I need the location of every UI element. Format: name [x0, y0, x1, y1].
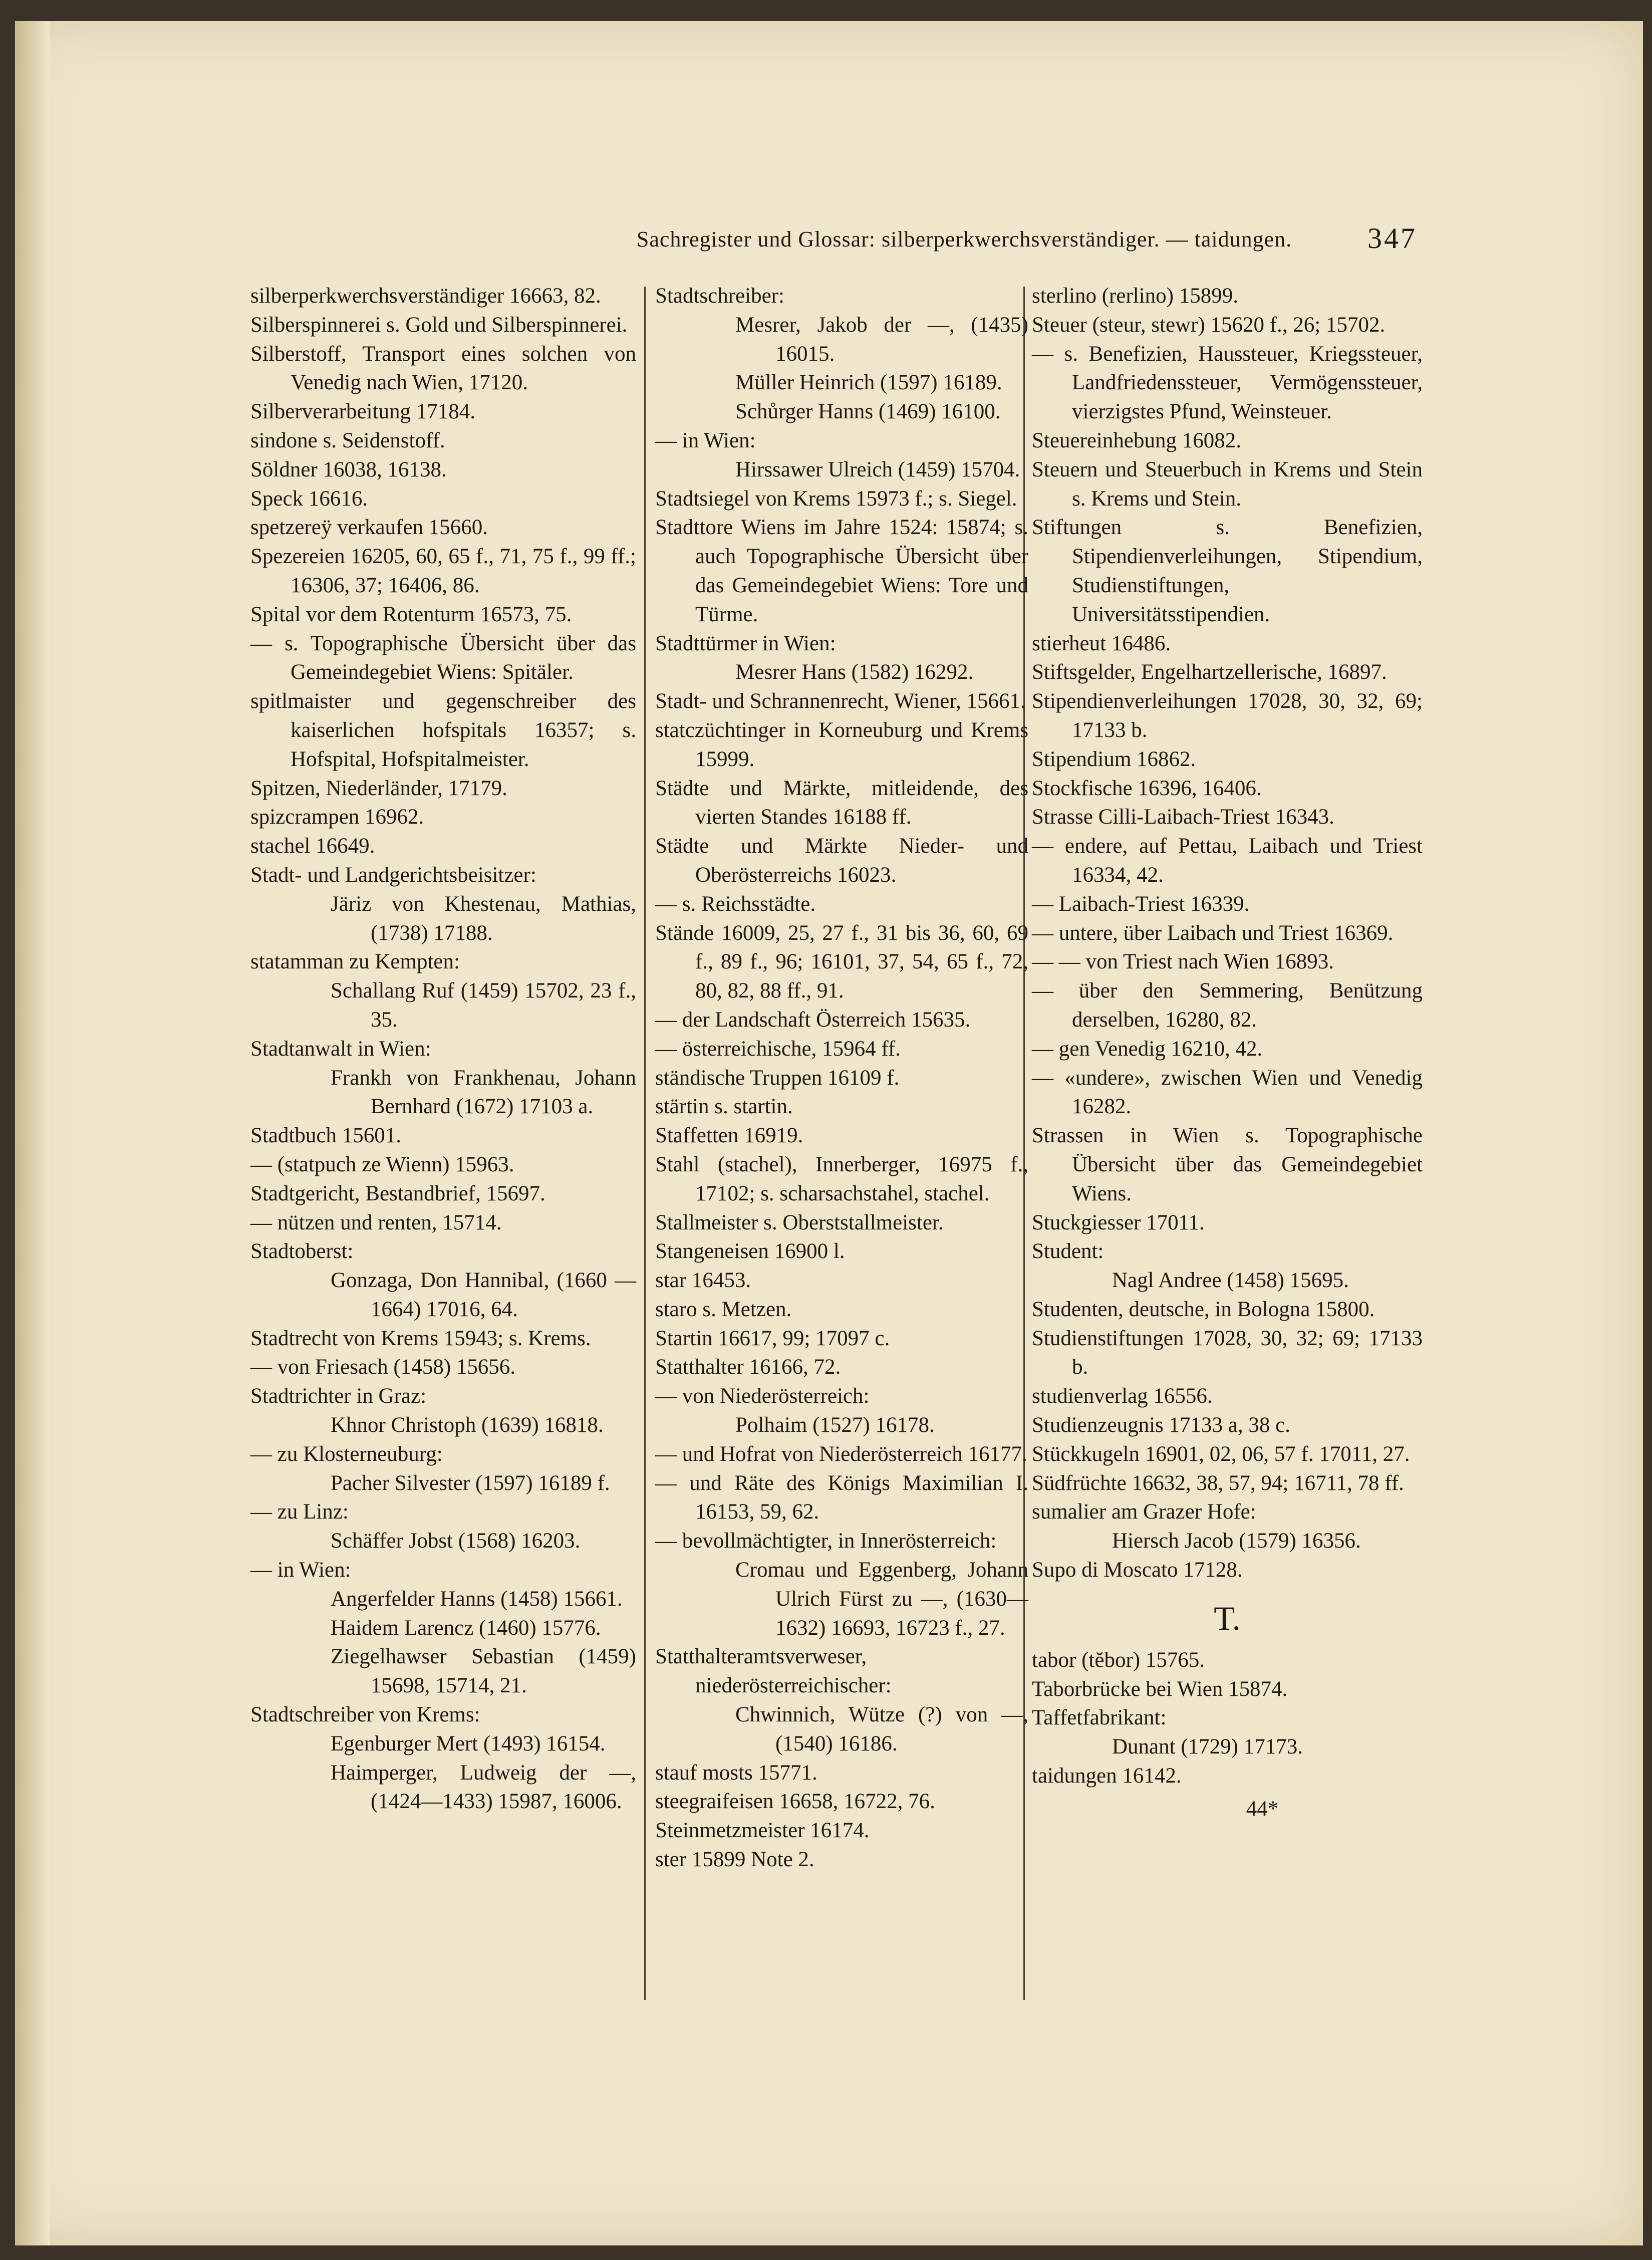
- column-rule-1: [644, 287, 646, 2000]
- page-number: 347: [1367, 222, 1417, 255]
- index-entry: Spital vor dem Rotenturm 16573, 75.: [250, 602, 572, 626]
- index-entry: Stadtschreiber:: [655, 284, 784, 308]
- index-subentry: Khnor Christoph (1639) 16818.: [331, 1413, 604, 1437]
- index-entry: studienverlag 16556.: [1032, 1384, 1213, 1408]
- index-entry: Strassen in Wien s. Topographische Übersicht über das Gemeindegebiet Wiens.: [1032, 1124, 1423, 1205]
- index-entry: — nützen und renten, 15714.: [250, 1210, 502, 1234]
- index-entry: Silberstoff, Transport eines solchen von Venedig nach Wien, 17120.: [250, 342, 636, 395]
- index-entry: Stiftsgelder, Engelhartzellerische, 16897.: [1032, 660, 1387, 684]
- index-entry: Stahl (stachel), Innerberger, 16975 f., 17102; s. scharsachstahel, stachel.: [655, 1152, 1028, 1205]
- index-entry: Stipendienverleihungen 17028, 30, 32, 69; 17133 b.: [1032, 689, 1423, 742]
- index-entry: Stadtschreiber von Krems:: [250, 1703, 480, 1727]
- index-subentry: Mesrer Hans (1582) 16292.: [735, 660, 974, 684]
- index-entry: Stände 16009, 25, 27 f., 31 bis 36, 60, 69 f., 89 f., 96; 16101, 37, 54, 65 f., 72, 80, 82, 88 ff., 91.: [655, 921, 1028, 1003]
- section-heading-t: T.: [1214, 1599, 1241, 1637]
- page-spine-shadow: [15, 21, 50, 2245]
- index-entry: — bevollmächtigter, in Innerösterreich:: [655, 1529, 997, 1553]
- index-subentry: Järiz von Khestenau, Mathias, (1738) 17188.: [331, 892, 636, 945]
- index-entry: — — von Triest nach Wien 16893.: [1032, 950, 1334, 974]
- index-entry: — gen Venedig 16210, 42.: [1032, 1037, 1263, 1061]
- index-entry: Stuckgiesser 17011.: [1032, 1210, 1205, 1234]
- index-entry: — endere, auf Pettau, Laibach und Triest 16334, 42.: [1032, 834, 1423, 887]
- index-entry: Südfrüchte 16632, 38, 57, 94; 16711, 78 ff.: [1032, 1471, 1404, 1495]
- index-entry: Statthalter 16166, 72.: [655, 1355, 841, 1379]
- index-entry: Stangeneisen 16900 l.: [655, 1239, 845, 1264]
- index-entry: star 16453.: [655, 1269, 751, 1293]
- index-entry: — und Hofrat von Niederösterreich 16177.: [655, 1442, 1027, 1466]
- index-subentry: Schůrger Hanns (1469) 16100.: [735, 400, 1001, 424]
- index-entry: — in Wien:: [655, 428, 756, 452]
- index-subentry: Cromau und Eggenberg, Johann Ulrich Fürst zu —, (1630—1632) 16693, 16723 f., 27.: [735, 1558, 1028, 1640]
- index-entry: Stadtbuch 15601.: [250, 1124, 401, 1148]
- index-entry: — der Landschaft Österreich 15635.: [655, 1008, 971, 1032]
- index-subentry: Angerfelder Hanns (1458) 15661.: [331, 1587, 623, 1611]
- index-entry: stachel 16649.: [250, 834, 375, 858]
- index-subentry: Hirssawer Ulreich (1459) 15704.: [735, 457, 1020, 481]
- index-entry: Söldner 16038, 16138.: [250, 457, 447, 481]
- index-entry: Stadtgericht, Bestandbrief, 15697.: [250, 1181, 545, 1205]
- index-subentry: Mesrer, Jakob der —, (1435) 16015.: [735, 313, 1028, 366]
- index-subentry: Schallang Ruf (1459) 15702, 23 f., 35.: [331, 979, 636, 1032]
- index-entry: Silberverarbeitung 17184.: [250, 400, 476, 424]
- index-subentry: Dunant (1729) 17173.: [1112, 1735, 1303, 1759]
- index-entry: Stadtrichter in Graz:: [250, 1384, 427, 1408]
- index-entry: Statthalteramtsverweser, niederösterreichischer:: [655, 1645, 892, 1698]
- index-entry: — Laibach-Triest 16339.: [1032, 892, 1250, 916]
- index-entry: — von Niederösterreich:: [655, 1384, 870, 1408]
- index-entry: staro s. Metzen.: [655, 1297, 792, 1321]
- index-entry: Student:: [1032, 1239, 1104, 1264]
- index-entry: — österreichische, 15964 ff.: [655, 1037, 901, 1061]
- index-entry: — untere, über Laibach und Triest 16369.: [1032, 921, 1394, 945]
- index-subentry: Haidem Larencz (1460) 15776.: [331, 1616, 601, 1640]
- index-entry: steegraifeisen 16658, 16722, 76.: [655, 1790, 935, 1814]
- index-subentry: Ziegelhawser Sebastian (1459) 15698, 15714, 21.: [331, 1645, 636, 1698]
- index-subentry: Gonzaga, Don Hannibal, (1660 —1664) 17016, 64.: [331, 1269, 636, 1321]
- index-entry: Stadtanwalt in Wien:: [250, 1037, 431, 1061]
- index-entry: Steuern und Steuerbuch in Krems und Stein s. Krems und Stein.: [1032, 457, 1423, 511]
- index-entry: Städte und Märkte, mitleidende, des vierten Standes 16188 ff.: [655, 776, 1028, 829]
- index-entry: Stadttore Wiens im Jahre 1524: 15874; s. auch Topographische Übersicht über das Gemeindegebiet Wiens: Tore und Türme.: [655, 516, 1028, 626]
- index-entry: — zu Linz:: [250, 1500, 349, 1524]
- index-entry: taidungen 16142.: [1032, 1764, 1182, 1788]
- index-subentry: Pacher Silvester (1597) 16189 f.: [331, 1471, 610, 1495]
- index-column-2: [655, 282, 1028, 1874]
- index-subentry: Polhaim (1527) 16178.: [735, 1413, 935, 1437]
- index-entry: Stallmeister s. Oberststallmeister.: [655, 1210, 944, 1234]
- index-entry: — (statpuch ze Wienn) 15963.: [250, 1152, 514, 1176]
- index-entry: — zu Klosterneuburg:: [250, 1442, 443, 1466]
- index-entry: Steuereinhebung 16082.: [1032, 428, 1241, 452]
- index-entry: Studienzeugnis 17133 a, 38 c.: [1032, 1413, 1290, 1437]
- index-entry: stierheut 16486.: [1032, 631, 1171, 655]
- index-entry: statamman zu Kempten:: [250, 950, 460, 974]
- index-entry: Stiftungen s. Benefizien, Stipendienverleihungen, Stipendium, Studienstiftungen, Universitätsstipendien.: [1032, 516, 1423, 626]
- index-entry: Staffetten 16919.: [655, 1124, 803, 1148]
- index-entry: Strasse Cilli-Laibach-Triest 16343.: [1032, 805, 1334, 829]
- index-entry: Steuer (steur, stewr) 15620 f., 26; 15702.: [1032, 313, 1386, 337]
- index-entry: Stadtsiegel von Krems 15973 f.; s. Siegel.: [655, 486, 1017, 511]
- index-subentry: Chwinnich, Wütze (?) von —, (1540) 16186.: [735, 1703, 1028, 1755]
- index-entry: ständische Truppen 16109 f.: [655, 1066, 900, 1090]
- index-entry: Stadtrecht von Krems 15943; s. Krems.: [250, 1326, 591, 1350]
- index-entry: Startin 16617, 99; 17097 c.: [655, 1326, 890, 1350]
- index-entry: — und Räte des Königs Maximilian I. 16153, 59, 62.: [655, 1471, 1028, 1524]
- index-entry: Silberspinnerei s. Gold und Silberspinnerei.: [250, 313, 628, 337]
- index-entry: Steinmetzmeister 16174.: [655, 1819, 870, 1843]
- book-page: [15, 21, 1643, 2245]
- index-subentry: Haimperger, Ludweig der —, (1424—1433) 15987, 16006.: [331, 1761, 636, 1814]
- index-entry: Stückkugeln 16901, 02, 06, 57 f. 17011, 27.: [1032, 1442, 1410, 1466]
- index-subentry: Hiersch Jacob (1579) 16356.: [1112, 1529, 1361, 1553]
- index-entry: spizcrampen 16962.: [250, 805, 424, 829]
- index-column-1: [250, 282, 636, 1816]
- index-entry: — s. Reichsstädte.: [655, 892, 816, 916]
- index-subentry: Müller Heinrich (1597) 16189.: [735, 371, 1002, 395]
- index-entry: Taffetfabrikant:: [1032, 1706, 1167, 1730]
- index-entry: statczüchtinger in Korneuburg und Krems 15999.: [655, 718, 1028, 771]
- index-entry: sindone s. Seidenstoff.: [250, 428, 445, 452]
- index-entry: Spezereien 16205, 60, 65 f., 71, 75 f., 99 ff.; 16306, 37; 16406, 86.: [250, 545, 636, 597]
- index-entry: Stadttürmer in Wien:: [655, 631, 836, 655]
- index-entry: — von Friesach (1458) 15656.: [250, 1355, 516, 1379]
- index-entry: Supo di Moscato 17128.: [1032, 1558, 1243, 1582]
- index-entry: Stadtoberst:: [250, 1239, 354, 1264]
- index-entry: Stadt- und Landgerichtsbeisitzer:: [250, 863, 536, 887]
- index-entry: spitlmaister und gegenschreiber des kaiserlichen hofspitals 16357; s. Hofspital, Hofspitalmeister.: [250, 689, 636, 771]
- index-entry: Städte und Märkte Nieder- und Oberösterreichs 16023.: [655, 834, 1028, 887]
- index-entry: — s. Topographische Übersicht über das Gemeindegebiet Wiens: Spitäler.: [250, 631, 636, 684]
- index-entry: Spitzen, Niederländer, 17179.: [250, 776, 507, 800]
- index-entry: — «undere», zwischen Wien und Venedig 16282.: [1032, 1066, 1423, 1119]
- index-entry: tabor (tĕbor) 15765.: [1032, 1648, 1205, 1672]
- index-entry: Speck 16616.: [250, 486, 368, 511]
- index-entry: sumalier am Grazer Hofe:: [1032, 1500, 1256, 1524]
- index-entry: — s. Benefizien, Haussteuer, Kriegssteuer, Landfriedenssteuer, Vermögenssteuer, vierzigstes Pfund, Weinsteuer.: [1032, 342, 1423, 424]
- index-entry: — über den Semmering, Benützung derselben, 16280, 82.: [1032, 979, 1423, 1032]
- index-entry: Studienstiftungen 17028, 30, 32; 69; 17133 b.: [1032, 1326, 1423, 1379]
- index-entry: Studenten, deutsche, in Bologna 15800.: [1032, 1297, 1375, 1321]
- index-subentry: Nagl Andree (1458) 15695.: [1112, 1269, 1349, 1293]
- index-entry: ster 15899 Note 2.: [655, 1848, 814, 1872]
- index-entry: stauf mosts 15771.: [655, 1761, 817, 1785]
- index-entry: Stipendium 16862.: [1032, 747, 1196, 771]
- index-entry: Taborbrücke bei Wien 15874.: [1032, 1677, 1288, 1701]
- index-entry: Stadt- und Schrannenrecht, Wiener, 15661.: [655, 689, 1026, 713]
- index-entry: — in Wien:: [250, 1558, 351, 1582]
- index-subentry: Egenburger Mert (1493) 16154.: [331, 1731, 606, 1755]
- signature-mark: 44*: [1246, 1797, 1279, 1821]
- index-entry: spetzereÿ verkaufen 15660.: [250, 516, 488, 540]
- index-entry: Stockfische 16396, 16406.: [1032, 776, 1262, 800]
- index-entry: sterlino (rerlino) 15899.: [1032, 284, 1238, 308]
- index-column-3: [1032, 282, 1423, 1824]
- index-subentry: Schäffer Jobst (1568) 16203.: [331, 1529, 581, 1553]
- running-header: Sachregister und Glossar: silberperkwerchsverständiger. — taidungen.: [636, 227, 1292, 252]
- index-entry: silberperkwerchsverständiger 16663, 82.: [250, 284, 601, 308]
- index-subentry: Frankh von Frankhenau, Johann Bernhard (1672) 17103 a.: [331, 1066, 636, 1119]
- index-entry: stärtin s. startin.: [655, 1095, 793, 1119]
